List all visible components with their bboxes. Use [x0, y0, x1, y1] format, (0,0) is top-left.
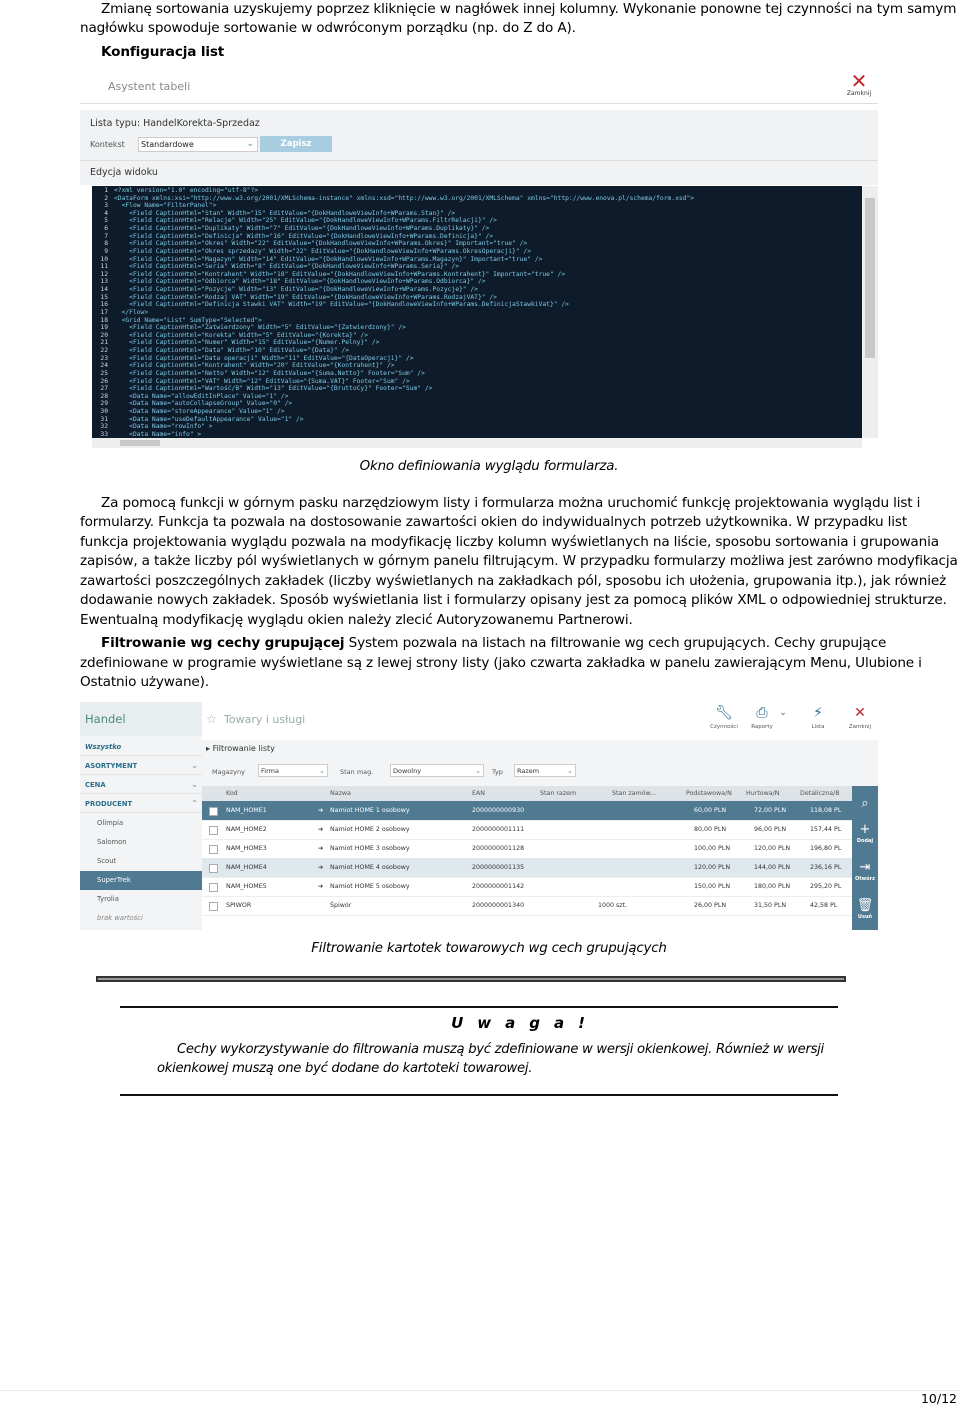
filter-panel — [202, 740, 878, 786]
col-stan[interactable]: Stan razem — [540, 790, 577, 797]
lista-label: Lista — [811, 724, 825, 730]
code-line — [92, 309, 148, 317]
line-number: 19 — [100, 324, 108, 332]
line-number: 1 — [104, 187, 108, 194]
code-text: <Data Name="autoCollapseGroup" Value="0" /> — [114, 400, 293, 408]
code-text: <Field CaptionHtml="Relacje" Width="25" EditValue="{DokHandloweViewInfo+WParams.FiltrRelacji}" /> — [114, 217, 497, 225]
cell-nazwa: Namiot HOME 1 osobowy — [330, 807, 410, 814]
para2-line-5: zawartości poszczególnych zakładek (liczby wyświetlanych na zakładkach pól, sposobu ich ułożenia, grupowania itp.), jak również — [80, 573, 947, 589]
col-ean[interactable]: EAN — [472, 790, 485, 797]
czynnosci-button[interactable] — [706, 702, 742, 736]
cell-hurtowa: 96,00 PLN — [754, 826, 787, 833]
warning-top-rule — [120, 1006, 838, 1008]
context-select[interactable] — [138, 137, 258, 152]
cell-hurtowa: 72,00 PLN — [754, 807, 787, 814]
para2-line-1: Za pomocą funkcji w górnym pasku narzędziowym listy i formularza można uruchomić funkcję projektowania wyglądu list i — [101, 495, 921, 511]
close-button[interactable] — [844, 69, 874, 102]
filter-group-asortyment[interactable] — [80, 757, 202, 775]
line-number: 25 — [100, 369, 108, 377]
line-number: 21 — [100, 339, 108, 347]
cell-ean: 2000000000930 — [472, 807, 525, 814]
close-icon: ✕ — [850, 69, 868, 93]
line-number: 17 — [100, 308, 108, 316]
line-number: 32 — [100, 423, 108, 431]
star-icon[interactable]: ☆ — [206, 712, 217, 726]
open-button[interactable] — [852, 860, 878, 882]
filter-group-label: Wszystko — [85, 743, 122, 751]
cell-podstawowa: 120,00 PLN — [694, 864, 731, 871]
code-line — [92, 301, 569, 309]
arrow-right-icon[interactable]: ➔ — [318, 845, 324, 852]
code-line — [92, 286, 478, 294]
line-number: 24 — [100, 362, 108, 370]
row-checkbox[interactable] — [209, 864, 218, 873]
code-text: <Data Name="rowInfo" > — [114, 423, 213, 431]
code-line — [92, 210, 455, 218]
code-text: <Data Name="allowEditInPlace" Value="1" /> — [114, 392, 289, 400]
magazyny-select[interactable] — [258, 764, 328, 777]
para2-line-6: dodawanie nowych zakładek. Sposób wyświetlania list i formularzy opisany jest za pomocą plików XML o odpowiedniej strukturze. — [80, 592, 947, 608]
table-row[interactable] — [202, 820, 852, 840]
code-line — [92, 278, 486, 286]
products-table — [202, 786, 852, 930]
line-number: 14 — [100, 286, 108, 294]
code-line — [92, 370, 425, 378]
col-podstawowa[interactable]: Podstawowa/N — [686, 790, 732, 797]
cell-kod: NAM_HOME2 — [226, 826, 267, 833]
cell-ean: 2000000001142 — [472, 883, 525, 890]
context-value: Standardowe — [141, 140, 194, 149]
warning-line-1: Cechy wykorzystywanie do filtrowania muszą być zdefiniowane w wersji okienkowej. Również w wersji — [177, 1042, 824, 1057]
para3-line-2: zdefiniowane w programie wyświetlane są z lewej strony listy (jako czwarta zakładka w panelu zawierającym Menu, Ulubione i — [80, 655, 922, 671]
producer-olimpia[interactable]: Olimpia — [97, 819, 124, 827]
code-text: <Field CaptionHtml="Rodzaj VAT" Width="19" EditValue="{DokHandloweViewInfo+WParams.RodzajVAT}" /> — [114, 293, 497, 301]
line-number: 3 — [104, 202, 108, 210]
code-line — [92, 202, 216, 210]
cell-podstawowa: 60,00 PLN — [694, 807, 727, 814]
code-text: <DataForm xmlns:xsi="http://www.w3.org/2001/XMLSchema-instance" xmlns:xsd="http://www.w3.org/2001/XMLSchema" xmlns="http://www.enova.pl/schema/form.xsd"> — [114, 194, 695, 202]
cell-ean: 2000000001128 — [472, 845, 525, 852]
warning-line-2: okienkowej muszą one być dodane do kartoteki towarowej. — [157, 1061, 533, 1076]
assistant-header — [80, 70, 878, 104]
line-number: 26 — [100, 377, 108, 385]
code-line — [92, 294, 497, 302]
code-text: <Field CaptionHtml="Magazyn" Width="14" EditValue="{DokHandloweViewInfo+WParams.Magazyn}" Important="true" /> — [114, 255, 543, 263]
trash-icon: 🗑︎ — [856, 898, 874, 913]
footer-rule — [0, 1390, 960, 1391]
code-line — [92, 256, 542, 264]
stan-value: Dowolny — [393, 767, 422, 775]
printer-icon: ⎙ — [756, 705, 768, 721]
line-number: 28 — [100, 392, 108, 400]
code-line — [92, 225, 489, 233]
intro-line-1: Zmianę sortowania uzyskujemy poprzez kliknięcie w nagłówek innej kolumny. Wykonanie ponowne tej czynności na tym samym — [101, 1, 957, 17]
code-text: <Field CaptionHtml="Duplikaty" Width="7" EditValue="{DokHandloweViewInfo+WParams.Duplikaty}" /> — [114, 225, 490, 233]
editor-header-label: Edycja widoku — [90, 167, 158, 178]
line-number: 7 — [104, 232, 108, 240]
cell-nazwa: Namiot HOME 4 osobowy — [330, 864, 410, 871]
code-text: <Field CaptionHtml="Korekta" Width="5" EditValue="{Korekta}" /> — [114, 331, 369, 339]
row-checkbox[interactable] — [209, 826, 218, 835]
code-text: <?xml version="1.0" encoding="utf-8"?> — [114, 187, 259, 194]
chevron-down-icon: ⌄ — [191, 780, 198, 789]
filter-header-label: Filtrowanie listy — [212, 744, 275, 753]
table-row[interactable] — [202, 896, 852, 916]
filter-group-label: CENA — [85, 781, 106, 789]
filter-group-cena[interactable] — [80, 776, 202, 794]
producer-tyrolia[interactable]: Tyrolia — [97, 895, 119, 903]
col-nazwa[interactable]: Nazwa — [330, 790, 351, 797]
magazyny-label: Magazyny — [212, 768, 245, 776]
cell-kod: SPIWOR — [226, 902, 252, 909]
add-button[interactable] — [852, 822, 878, 844]
code-line — [92, 423, 213, 431]
intro-line-2: nagłówku spowoduje sortowanie w odwróconym porządku (np. do Z do A). — [80, 20, 576, 36]
cell-ean: 2000000001111 — [472, 826, 525, 833]
code-line — [92, 378, 410, 386]
lista-button[interactable] — [800, 702, 836, 736]
cell-ean: 2000000001135 — [472, 864, 525, 871]
code-line — [92, 431, 201, 438]
warning-bottom-rule — [120, 1094, 838, 1096]
cell-hurtowa: 180,00 PLN — [754, 883, 791, 890]
code-text: </Flow> — [114, 308, 149, 316]
cell-kod: NAM_HOME5 — [226, 883, 267, 890]
cell-ean: 2000000001340 — [472, 902, 525, 909]
code-text: <Field CaptionHtml="Wartość/B" Width="13" EditValue="{BruttoCy}" Footer="Sum" /> — [114, 385, 433, 393]
producer-supertrek[interactable]: SuperTrek — [80, 871, 202, 890]
filter-group-producent[interactable] — [80, 795, 202, 813]
code-line — [92, 339, 379, 347]
producer-scout[interactable]: Scout — [97, 857, 117, 865]
code-text: <Field CaptionHtml="VAT" Width="12" EditValue="{Suma.VAT}" Footer="Sum" /> — [114, 377, 410, 385]
app-title: Handel — [80, 702, 202, 736]
open-label: Otwórz — [854, 876, 876, 882]
chevron-down-icon: ⌄ — [191, 761, 198, 770]
code-line — [92, 263, 459, 271]
double-divider — [96, 976, 846, 982]
czynnosci-label: Czynności — [710, 724, 738, 730]
line-number: 15 — [100, 293, 108, 301]
filter-group-label: PRODUCENT — [85, 800, 133, 808]
line-number: 16 — [100, 301, 108, 309]
line-number: 29 — [100, 400, 108, 408]
add-label: Dodaj — [856, 838, 874, 844]
code-line — [92, 248, 531, 256]
line-number: 4 — [104, 209, 108, 217]
col-detaliczna[interactable]: Detaliczna/B — [800, 790, 840, 797]
top-toolbar — [202, 702, 878, 738]
typ-value: Razem — [517, 767, 540, 775]
page-number: 10/12 — [920, 1391, 957, 1406]
arrow-right-icon[interactable]: ➔ — [318, 807, 324, 814]
code-text: <Field CaptionHtml="Okres" Width="22" EditValue="{DokHandloweViewInfo+WParams.Okres}" Important="true" /> — [114, 240, 528, 248]
cell-nazwa: Namiot HOME 2 osobowy — [330, 826, 410, 833]
producer-salomon[interactable]: Salomon — [97, 838, 127, 846]
chevron-down-icon: ⌄ — [567, 767, 573, 775]
code-line — [92, 240, 527, 248]
para3-line-3: Ostatnio używane). — [80, 674, 209, 690]
producer-none[interactable]: brak wartości — [97, 914, 143, 922]
vertical-scrollbar[interactable] — [862, 186, 878, 438]
close-icon: ✕ — [854, 705, 866, 721]
stan-label: Stan mag. — [340, 768, 374, 776]
arrow-right-icon[interactable]: ➔ — [318, 826, 324, 833]
line-number: 12 — [100, 270, 108, 278]
search-icon: ⌕ — [861, 796, 869, 811]
stan-select[interactable] — [390, 764, 484, 777]
table-assistant-screenshot — [80, 70, 878, 448]
code-text: <Field CaptionHtml="Pozycje" Width="13" EditValue="{DokHandloweViewInfo+WParams.Pozycje}" /> — [114, 286, 478, 294]
code-text: <Field CaptionHtml="Data operacji" Width="11" EditValue="{DataOperacji}" /> — [114, 354, 414, 362]
warning-title: Uwaga! — [451, 1014, 599, 1032]
line-number: 31 — [100, 415, 108, 423]
context-label: Kontekst — [90, 140, 125, 149]
typ-label: Typ — [492, 768, 503, 776]
code-line — [92, 217, 497, 225]
search-button[interactable] — [852, 796, 878, 812]
raporty-label: Raporty — [751, 724, 773, 730]
chart-icon: ⚡︎ — [813, 705, 823, 721]
col-stan-zamow[interactable]: Stan zamów... — [612, 790, 657, 797]
code-line — [92, 408, 285, 416]
code-text: <Data Name="storeAppearance" Value="1" /> — [114, 407, 285, 415]
cell-stan: 1000 szt. — [598, 902, 628, 909]
line-number: 6 — [104, 225, 108, 233]
line-number: 20 — [100, 331, 108, 339]
code-line — [92, 385, 432, 393]
cell-hurtowa: 31,50 PLN — [754, 902, 787, 909]
list-type-label: Lista typu: HandelKorekta-Sprzedaz — [90, 118, 260, 129]
cell-detaliczna: 236,16 PL — [810, 864, 842, 871]
code-line — [92, 400, 292, 408]
cell-nazwa: Namiot HOME 3 osobowy — [330, 845, 410, 852]
code-line — [92, 416, 304, 424]
table-row[interactable] — [202, 801, 852, 821]
code-line — [92, 332, 368, 340]
para2-line-3: funkcja projektowania wyglądu pozwala na modyfikację liczby kolumn wyświetlanych na liście, sposobu sortowania i grupowania — [80, 534, 939, 550]
cell-hurtowa: 144,00 PLN — [754, 864, 791, 871]
code-line — [92, 324, 406, 332]
table-header — [202, 786, 852, 801]
cell-podstawowa: 26,00 PLN — [694, 902, 727, 909]
line-number: 5 — [104, 217, 108, 225]
close-button[interactable] — [842, 702, 878, 736]
row-checkbox[interactable] — [209, 902, 218, 911]
line-number: 18 — [100, 316, 108, 324]
table-row[interactable] — [202, 877, 852, 897]
line-number: 10 — [100, 255, 108, 263]
code-text: <Field CaptionHtml="Numer" Width="15" EditValue="{Numer.Pelny}" /> — [114, 339, 380, 347]
para2-line-2: formularzy. Funkcja ta pozwala na dostosowanie zawartości okien do indywidualnych potrzeb użytkownika. W przypadku list — [80, 514, 908, 530]
line-number: 13 — [100, 278, 108, 286]
code-line — [92, 317, 262, 325]
cell-detaliczna: 157,44 PL — [810, 826, 842, 833]
code-line — [92, 271, 565, 279]
para3-line-1-rest: System pozwala na listach na filtrowanie wg cech grupujących. Cechy grupujące — [344, 635, 887, 651]
code-text: <Field CaptionHtml="Definicja" Width="16" EditValue="{DokHandloweViewInfo+WParams.Definicja}" /> — [114, 232, 494, 240]
chevron-down-icon: ⌄ — [779, 708, 787, 718]
arrow-right-icon[interactable]: ➔ — [318, 883, 324, 890]
code-text: <Field CaptionHtml="Definicja Stawki VAT" Width="19" EditValue="{DokHandloweViewInfo+WParams.DefinicjaStawkiVat}" /> — [114, 301, 569, 309]
cell-detaliczna: 295,20 PL — [810, 883, 842, 890]
code-text: <Field CaptionHtml="Zatwierdzony" Width="5" EditValue="{Zatwierdzony}" /> — [114, 324, 406, 332]
filter-sidebar — [80, 702, 202, 930]
code-line — [92, 355, 414, 363]
line-number: 30 — [100, 407, 108, 415]
delete-label: Usuń — [857, 914, 873, 920]
para2-line-4: zapisów, a także liczby pól wyświetlanych w górnym panelu filtrującym. W przypadku formularzy możliwa jest zarówno modyfikacja — [80, 553, 958, 569]
chevron-down-icon: ⌄ — [319, 767, 325, 775]
horizontal-scrollbar[interactable] — [92, 438, 862, 448]
config-panel — [80, 110, 878, 160]
cell-podstawowa: 100,00 PLN — [694, 845, 731, 852]
cell-hurtowa: 120,00 PLN — [754, 845, 791, 852]
table-row[interactable] — [202, 839, 852, 859]
line-number: 8 — [104, 240, 108, 248]
row-checkbox[interactable] — [209, 845, 218, 854]
side-action-bar — [852, 786, 878, 930]
cell-detaliczna: 118,08 PL — [810, 807, 842, 814]
close-label: Zamknij — [848, 724, 872, 730]
typ-select[interactable] — [514, 764, 576, 777]
code-text: <Grid Name="List" SumType="Selected"> — [114, 316, 262, 324]
magazyny-value: Firma — [261, 767, 279, 775]
code-text: <Flow Name="FilterPanel"> — [114, 202, 217, 210]
assistant-title: Asystent tabeli — [108, 80, 191, 93]
cell-nazwa: Śpiwór — [330, 902, 352, 909]
cell-detaliczna: 196,80 PL — [810, 845, 842, 852]
save-button[interactable]: Zapisz — [260, 136, 332, 152]
plus-icon: + — [859, 822, 871, 837]
code-text: <Field CaptionHtml="Kontrahent" Width="20" EditValue="{Kontrahent}" /> — [114, 362, 395, 370]
scroll-thumb[interactable] — [865, 198, 875, 358]
code-line — [92, 362, 395, 370]
row-checkbox[interactable] — [209, 883, 218, 892]
table-row[interactable] — [202, 858, 852, 878]
close-label: Zamknij — [846, 90, 872, 97]
code-line — [92, 195, 694, 203]
col-kod[interactable]: Kod — [226, 790, 238, 797]
filter-group-wszystko[interactable] — [80, 738, 202, 756]
para2-line-7: Ewentualną modyfikację wyglądu okien należy zlecić Autoryzowanemu Partnerowi. — [80, 612, 633, 628]
cell-kod: NAM_HOME3 — [226, 845, 267, 852]
line-number: 27 — [100, 385, 108, 393]
code-text: <Field CaptionHtml="Stan" Width="15" EditValue="{DokHandloweViewInfo+WParams.Stan}" /> — [114, 209, 456, 217]
raporty-button[interactable] — [744, 702, 780, 736]
caption-1: Okno definiowania wyglądu formularza. — [359, 459, 619, 474]
wrench-icon: 🔧︎ — [715, 705, 733, 721]
code-text: <Field CaptionHtml="Okres sprzedazy" Width="22" EditValue="{DokHandloweViewInfo+WParams.OkresOperacji}" /> — [114, 247, 532, 255]
line-number: 23 — [100, 354, 108, 362]
section-heading: Konfiguracja list — [101, 44, 225, 60]
code-line — [92, 233, 493, 241]
xml-code-editor[interactable] — [92, 186, 862, 438]
editor-header — [80, 160, 878, 185]
filter-panel-header: ▸ Filtrowanie listy — [206, 744, 275, 753]
filter-group-label: ASORTYMENT — [85, 762, 138, 770]
cell-kod: NAM_HOME4 — [226, 864, 267, 871]
code-line — [92, 347, 349, 355]
product-list-screenshot — [80, 702, 878, 930]
code-text: <Field CaptionHtml="Kontrahent" Width="18" EditValue="{DokHandloweViewInfo+WParams.Kontrahent}" Important="true" /> — [114, 270, 566, 278]
col-hurtowa[interactable]: Hurtowa/N — [746, 790, 780, 797]
chevron-down-icon: ⌄ — [475, 767, 481, 775]
code-line — [92, 393, 288, 401]
code-text: <Field CaptionHtml="Odbiorca" Width="18" EditValue="{DokHandloweViewInfo+WParams.Odbiorca}" /> — [114, 278, 486, 286]
cell-detaliczna: 42,58 PL — [810, 902, 838, 909]
line-number: 22 — [100, 347, 108, 355]
scroll-thumb[interactable] — [120, 440, 160, 446]
code-text: <Field CaptionHtml="Netto" Width="12" EditValue="{Suma.Netto}" Footer="Sum" /> — [114, 369, 425, 377]
code-line — [92, 187, 258, 195]
chevron-down-icon: ⌄ — [246, 139, 254, 149]
line-number: 2 — [104, 194, 108, 202]
cell-kod: NAM_HOME1 — [226, 807, 267, 814]
cell-nazwa: Namiot HOME 5 osobowy — [330, 883, 410, 890]
chevron-up-icon: ⌃ — [191, 799, 198, 808]
page-title: Towary i usługi — [224, 713, 306, 726]
raporty-dropdown[interactable] — [776, 702, 790, 736]
para3-bold-heading: Filtrowanie wg cechy grupującej — [101, 635, 345, 651]
line-number: 9 — [104, 247, 108, 255]
line-number: 33 — [100, 430, 108, 438]
cell-podstawowa: 150,00 PLN — [694, 883, 731, 890]
code-text: <Field CaptionHtml="Seria" Width="8" EditValue="{DokHandloweViewInfo+WParams.Seria}" /> — [114, 263, 459, 271]
row-checkbox[interactable] — [209, 807, 218, 816]
para3-line-1 — [101, 634, 886, 654]
code-text: <Field CaptionHtml="Data" Width="10" EditValue="{Data}" /> — [114, 347, 350, 355]
delete-button[interactable] — [852, 898, 878, 920]
open-icon: ⇥ — [859, 860, 871, 875]
line-number: 11 — [100, 263, 108, 271]
code-text: <Data Name="info" > — [114, 430, 202, 438]
code-text: <Data Name="useDefaultAppearance" Value="1" /> — [114, 415, 304, 423]
caption-2: Filtrowanie kartotek towarowych wg cech grupujących — [311, 941, 667, 956]
arrow-right-icon[interactable]: ➔ — [318, 864, 324, 871]
cell-podstawowa: 80,00 PLN — [694, 826, 727, 833]
